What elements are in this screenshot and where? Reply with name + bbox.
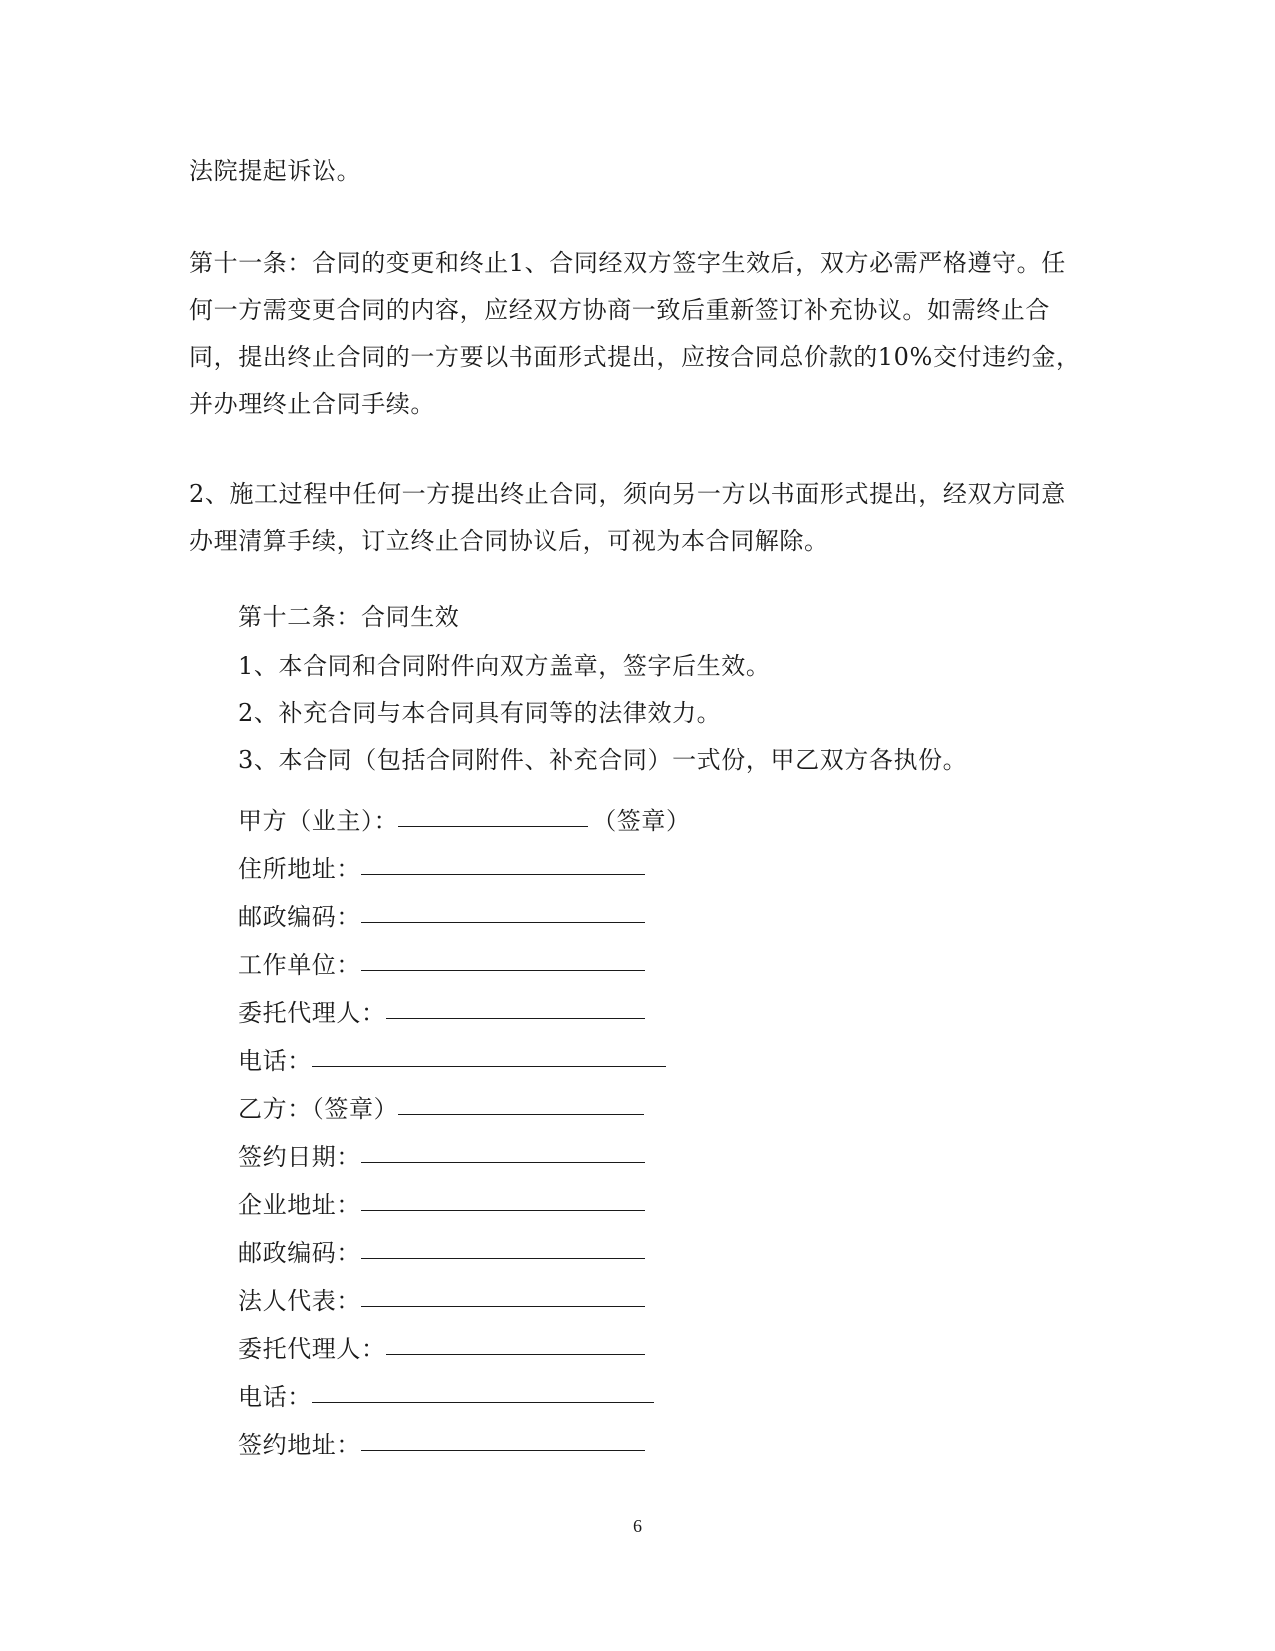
address-blank-line[interactable] [361, 873, 645, 875]
party-b-field [238, 1076, 691, 1124]
party-b-agent-field [238, 1316, 691, 1364]
date-blank-line[interactable] [361, 1161, 645, 1163]
party-a-address-field [238, 836, 691, 884]
party-a-postcode-field [238, 884, 691, 932]
field-label: 签约地址： [238, 1431, 361, 1459]
article-12-title: 第十二条：合同生效 [238, 603, 460, 631]
seal-note: （签章） [592, 807, 691, 835]
field-label: 住所地址： [238, 855, 361, 883]
party-a-phone-field [238, 1028, 691, 1076]
field-label: 签约日期： [238, 1143, 361, 1171]
field-label: 工作单位： [238, 951, 361, 979]
phone-blank-line[interactable] [312, 1401, 654, 1403]
field-label: 电话： [238, 1383, 312, 1411]
employer-blank-line[interactable] [361, 969, 645, 971]
agent-blank-line[interactable] [386, 1017, 645, 1019]
continuation-text [189, 148, 1079, 195]
clause-item: 3、本合同（包括合同附件、补充合同）一式份，甲乙双方各执份。 [238, 746, 968, 774]
agent-blank-line[interactable] [386, 1353, 645, 1355]
field-label: 企业地址： [238, 1191, 361, 1219]
article-11-paragraph [189, 240, 1079, 428]
field-label: 邮政编码： [238, 903, 361, 931]
signature-blank-line[interactable] [398, 825, 588, 827]
address-blank-line[interactable] [361, 1209, 645, 1211]
page-number: 6 [633, 1516, 642, 1536]
paragraph-line: 并办理终止合同手续。 [189, 390, 435, 418]
article-11-item-2-paragraph [189, 471, 1079, 565]
field-label: 法人代表： [238, 1287, 361, 1315]
paragraph-line: 2、施工过程中任何一方提出终止合同，须向另一方以书面形式提出，经双方同意 [189, 480, 1066, 508]
postcode-blank-line[interactable] [361, 921, 645, 923]
field-label: 委托代理人： [238, 1335, 386, 1363]
legal-rep-blank-line[interactable] [361, 1305, 645, 1307]
clause-item: 2、补充合同与本合同具有同等的法律效力。 [238, 699, 722, 727]
article-12-clauses [238, 643, 967, 784]
sign-place-field [238, 1412, 691, 1460]
signature-blank-line[interactable] [398, 1113, 644, 1115]
field-label: 乙方：（签章） [238, 1095, 399, 1123]
party-a-field [238, 788, 691, 836]
party-b-legal-rep-field [238, 1268, 691, 1316]
field-label: 委托代理人： [238, 999, 386, 1027]
field-label: 电话： [238, 1047, 312, 1075]
phone-blank-line[interactable] [312, 1065, 666, 1067]
party-b-address-field [238, 1172, 691, 1220]
party-a-agent-field [238, 980, 691, 1028]
party-b-postcode-field [238, 1220, 691, 1268]
party-a-employer-field [238, 932, 691, 980]
field-label: 甲方（业主）： [238, 807, 399, 835]
paragraph-line: 同，提出终止合同的一方要以书面形式提出，应按合同总价款的10%交付违约金， [189, 343, 1081, 371]
place-blank-line[interactable] [361, 1449, 645, 1451]
paragraph-line: 办理清算手续，订立终止合同协议后，可视为本合同解除。 [189, 527, 829, 555]
postcode-blank-line[interactable] [361, 1257, 645, 1259]
signature-block [238, 788, 691, 1460]
sign-date-field [238, 1124, 691, 1172]
paragraph-line: 法院提起诉讼。 [189, 157, 362, 185]
paragraph-line: 第十一条：合同的变更和终止1、合同经双方签字生效后，双方必需严格遵守。任 [189, 249, 1066, 277]
field-label: 邮政编码： [238, 1239, 361, 1267]
clause-item: 1、本合同和合同附件向双方盖章，签字后生效。 [238, 652, 771, 680]
paragraph-line: 何一方需变更合同的内容，应经双方协商一致后重新签订补充协议。如需终止合 [189, 296, 1050, 324]
party-b-phone-field [238, 1364, 691, 1412]
